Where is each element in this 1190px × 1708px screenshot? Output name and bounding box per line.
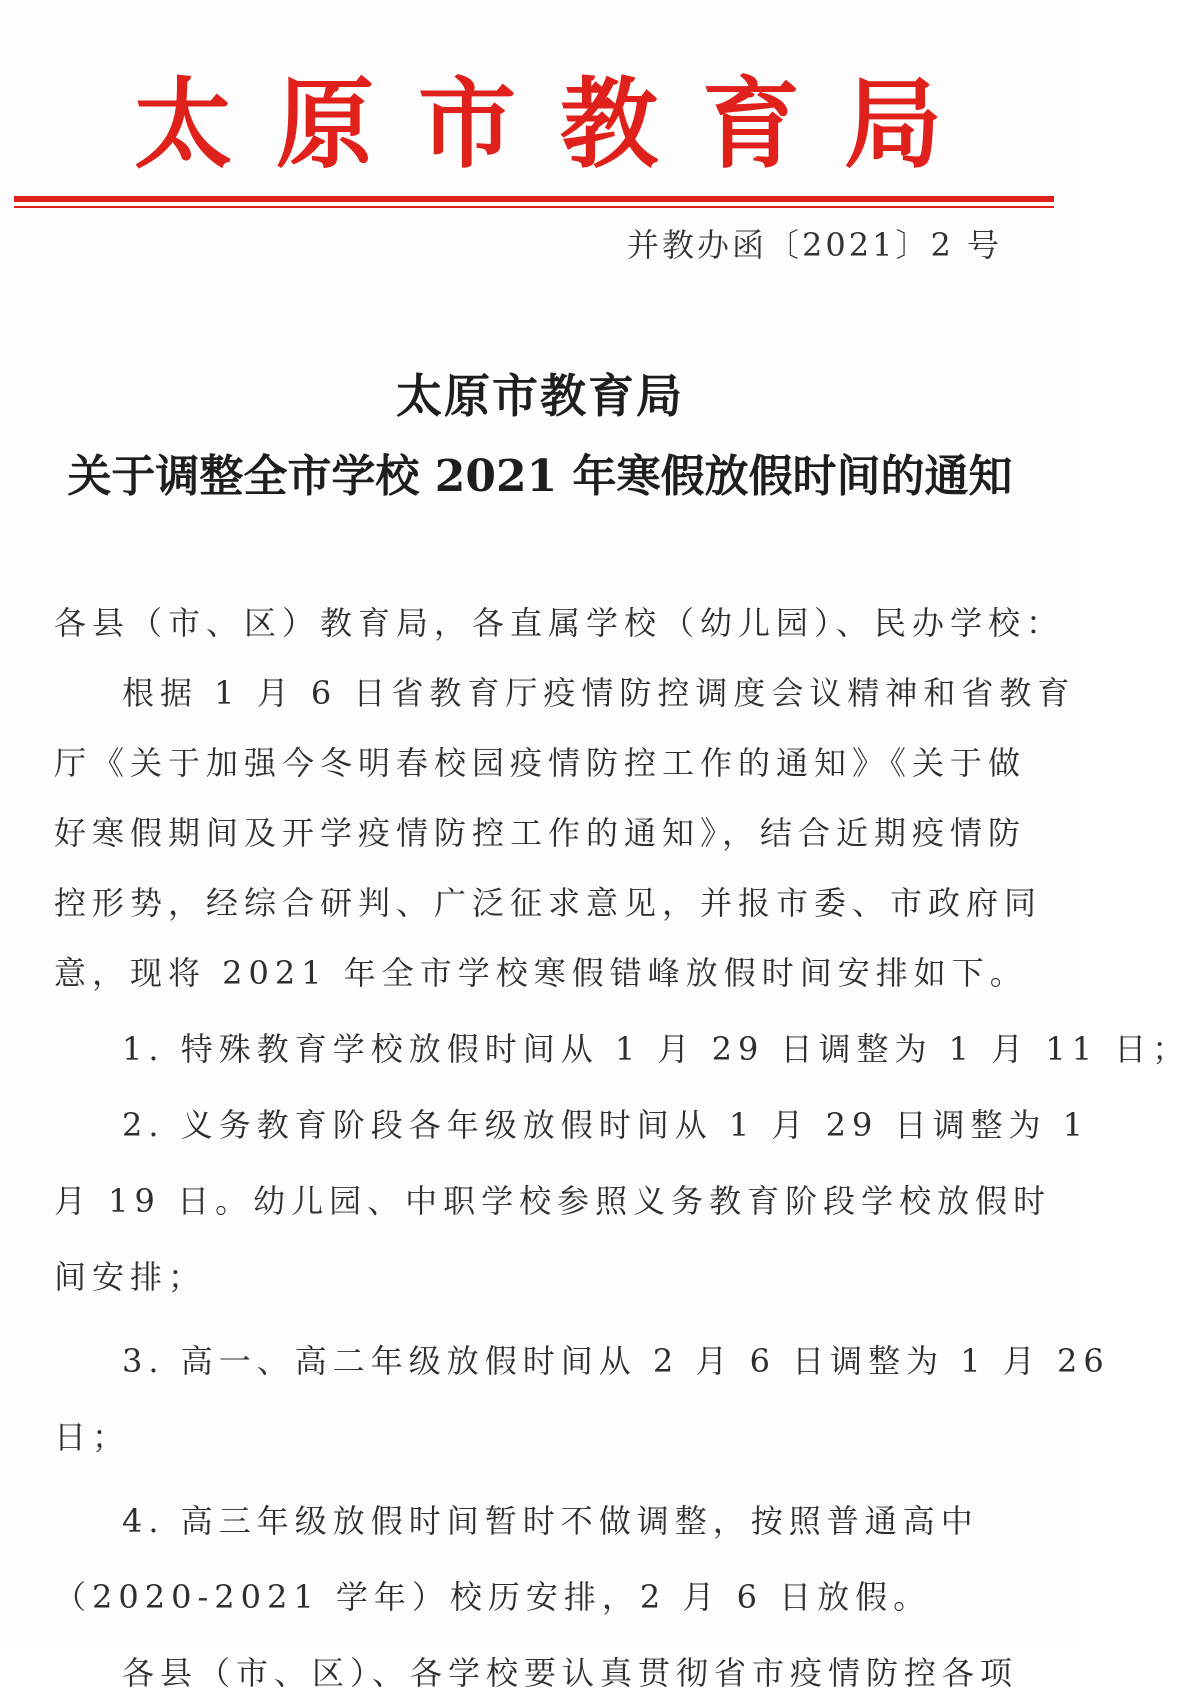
- intro-line: 意，现将 2021 年全市学校寒假错峰放假时间安排如下。: [54, 954, 1028, 992]
- issuer-name: 太原市教育局: [133, 67, 986, 182]
- red-rule-thick: [14, 196, 1054, 202]
- document-title-line1: 太原市教育局: [396, 369, 684, 423]
- item-4-line: （2020-2021 学年）校历安排，2 月 6 日放假。: [54, 1578, 932, 1616]
- item-4-line: 4. 高三年级放假时间暂时不做调整，按照普通高中: [122, 1502, 979, 1540]
- intro-line: 控形势，经综合研判、广泛征求意见，并报市委、市政府同: [54, 884, 1043, 922]
- intro-line: 根据 1 月 6 日省教育厅疫情防控调度会议精神和省教育: [122, 674, 1076, 712]
- item-3-line: 日；: [54, 1418, 131, 1456]
- intro-line: 好寒假期间及开学疫情防控工作的通知》，结合近期疫情防: [54, 814, 1027, 852]
- closing-line: 各县（市、区）、各学校要认真贯彻省市疫情防控各项: [122, 1654, 1019, 1692]
- item-2-line: 间安排；: [54, 1258, 207, 1296]
- document-number: 并教办函〔2021〕2 号: [627, 226, 1002, 264]
- item-2-line: 2. 义务教育阶段各年级放假时间从 1 月 29 日调整为 1: [122, 1106, 1090, 1144]
- red-rule-thin: [14, 206, 1054, 208]
- intro-line: 厅《关于加强今冬明春校园疫情防控工作的通知》《关于做: [54, 744, 1027, 782]
- item-2-line: 月 19 日。幼儿园、中职学校参照义务教育阶段学校放假时: [54, 1182, 1052, 1220]
- item-1: 1. 特殊教育学校放假时间从 1 月 29 日调整为 1 月 11 日；: [122, 1030, 1190, 1068]
- salutation: 各县（市、区）教育局，各直属学校（幼儿园）、民办学校：: [54, 604, 1065, 642]
- masthead: [0, 67, 1080, 182]
- item-3-line: 3. 高一、高二年级放假时间从 2 月 6 日调整为 1 月 26: [122, 1342, 1110, 1380]
- document-title-line2: 关于调整全市学校 2021 年寒假放假时间的通知: [67, 451, 1013, 502]
- document-body: [54, 588, 1190, 1708]
